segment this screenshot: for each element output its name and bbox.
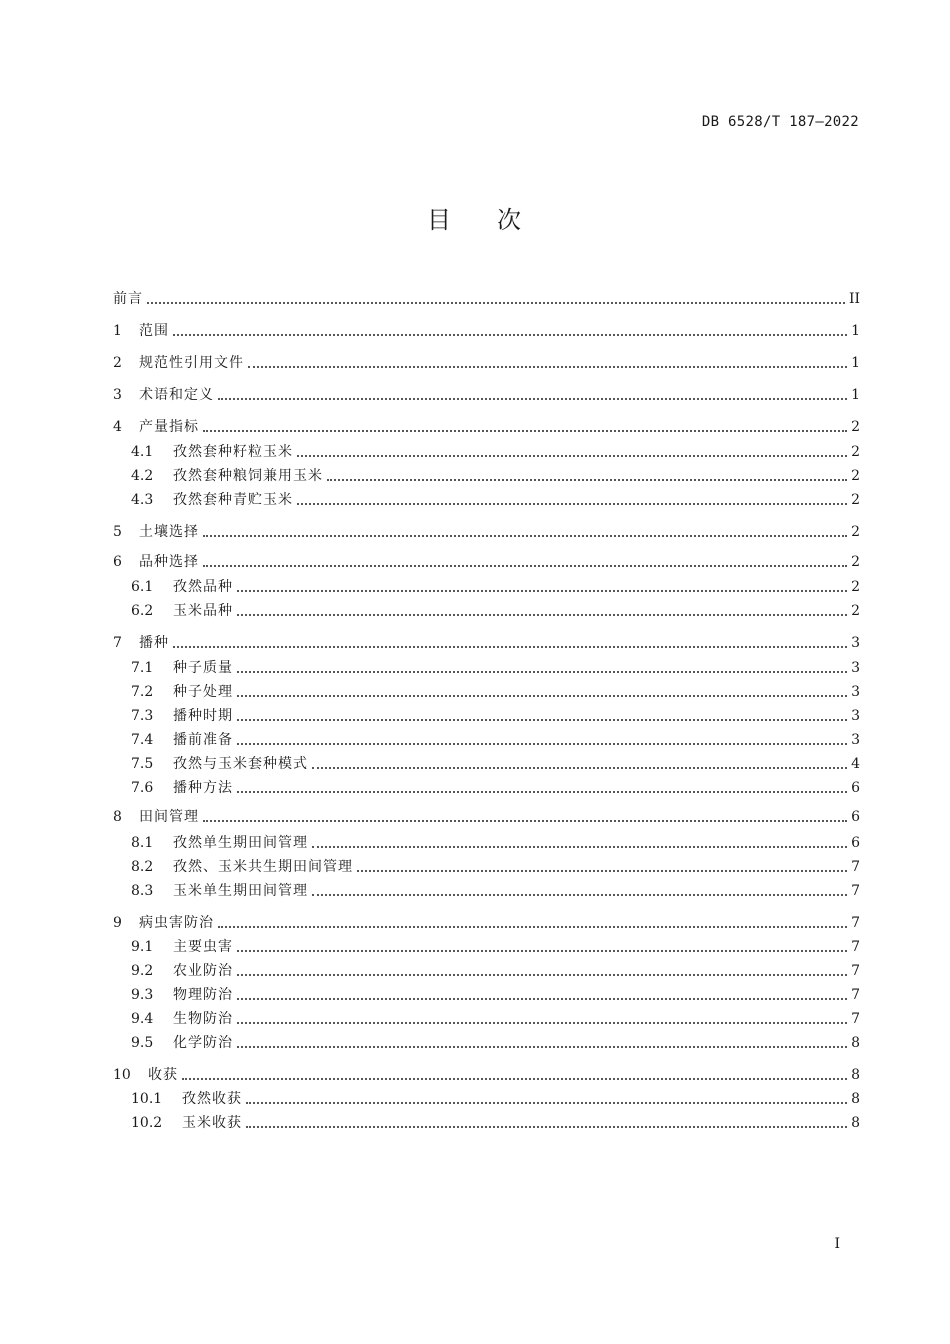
toc-entry-number: 7.3 [131,708,154,724]
toc-entry-label: 孜然套种粮饲兼用玉米 [173,468,323,484]
dot-leader [237,717,847,721]
title-char-1: 目 [427,206,453,234]
toc-subentry[interactable] [131,576,860,598]
toc-entry-label: 播前准备 [173,732,233,748]
dot-leader [248,364,847,368]
toc-entry[interactable] [113,806,860,828]
dot-leader [237,996,847,1000]
toc-entry-label: 病虫害防治 [139,915,214,931]
dot-leader [312,844,847,848]
toc-entry-label: 农业防治 [173,963,233,979]
toc-entry-number: 9.1 [131,939,154,955]
toc-entry-page: 3 [851,732,860,748]
toc-subentry[interactable] [131,1032,860,1054]
toc-subentry[interactable] [131,880,860,902]
toc-entry-label: 玉米品种 [173,603,233,619]
toc-entry[interactable] [113,1064,860,1086]
toc-entry-page: 2 [851,444,860,460]
toc-entry[interactable] [113,352,860,374]
dot-leader [237,948,847,952]
dot-leader [246,1100,847,1104]
toc-entry-number: 8.1 [131,835,154,851]
toc-entry-number: 7.5 [131,756,154,772]
dot-leader [203,428,847,432]
toc-entry-label: 规范性引用文件 [139,355,244,371]
toc-entry-number: 6.1 [131,579,154,595]
document-code: DB 6528/T 187—2022 [701,114,859,130]
toc-entry-page: 6 [851,835,860,851]
toc-entry-label: 播种 [139,635,169,651]
dot-leader [203,818,847,822]
toc-entry-number: 9 [113,915,122,931]
toc-entry-label: 品种选择 [139,554,199,570]
toc-entry-page: 7 [851,915,860,931]
dot-leader [237,669,847,673]
toc-entry-number: 7.4 [131,732,154,748]
dot-leader [237,1044,847,1048]
toc-entry-number: 7.1 [131,660,154,676]
toc-entry-number: 10 [113,1067,131,1083]
toc-entry[interactable] [113,384,860,406]
toc-subentry[interactable] [131,856,860,878]
dot-leader [237,612,847,616]
toc-entry-number: 10.1 [131,1091,163,1107]
toc-entry-page: 1 [851,387,860,403]
dot-leader [203,533,847,537]
toc-entry-label: 播种方法 [173,780,233,796]
toc-entry[interactable] [113,288,860,310]
toc-entry-number: 8 [113,809,122,825]
toc-entry-number: 10.2 [131,1115,163,1131]
dot-leader [237,1020,847,1024]
toc-entry[interactable] [113,632,860,654]
toc-entry-number: 7.6 [131,780,154,796]
toc-entry-label: 玉米收获 [182,1115,242,1131]
toc-subentry[interactable] [131,984,860,1006]
toc-entry-label: 生物防治 [173,1011,233,1027]
toc-entry-page: 2 [851,419,860,435]
title-char-2: 次 [497,206,523,234]
toc-subentry[interactable] [131,1008,860,1030]
toc-entry-number: 7.2 [131,684,154,700]
toc-entry-page: 2 [851,603,860,619]
toc-entry-page: 8 [851,1067,860,1083]
toc-entry-number: 5 [113,524,122,540]
dot-leader [237,789,847,793]
toc-entry-number: 1 [113,323,122,339]
toc-subentry[interactable] [131,705,860,727]
toc-entry-label: 化学防治 [173,1035,233,1051]
toc-subentry[interactable] [131,441,860,463]
toc-entry-page: 8 [851,1091,860,1107]
toc-entry[interactable] [113,320,860,342]
toc-entry-label: 种子质量 [173,660,233,676]
toc-entry[interactable] [113,521,860,543]
dot-leader [297,501,847,505]
page-number: I [834,1236,840,1252]
toc-entry-label: 田间管理 [139,809,199,825]
toc-subentry[interactable] [131,960,860,982]
toc-entry-label: 收获 [148,1067,178,1083]
toc-entry-page: 3 [851,684,860,700]
dot-leader [237,693,847,697]
dot-leader [237,588,847,592]
toc-entry-page: 6 [851,780,860,796]
toc-entry-number: 9.2 [131,963,154,979]
dot-leader [357,868,847,872]
toc-entry-label: 孜然收获 [182,1091,242,1107]
toc-entry-page: 1 [851,323,860,339]
toc-entry-page: 3 [851,660,860,676]
toc-entry-page: 2 [851,468,860,484]
toc-entry-number: 3 [113,387,122,403]
toc-entry-label: 种子处理 [173,684,233,700]
toc-entry-label: 孜然单生期田间管理 [173,835,308,851]
toc-subentry[interactable] [131,832,860,854]
dot-leader [237,741,847,745]
dot-leader [182,1076,847,1080]
toc-entry-page: 2 [851,492,860,508]
toc-entry-label: 孜然、玉米共生期田间管理 [173,859,353,875]
dot-leader [173,644,847,648]
toc-entry-number: 9.4 [131,1011,154,1027]
toc-entry-page: 7 [851,883,860,899]
toc-entry-page: 7 [851,859,860,875]
toc-entry-number: 8.3 [131,883,154,899]
toc-entry-number: 7 [113,635,122,651]
toc-entry-number: 4.2 [131,468,154,484]
toc-subentry[interactable] [131,729,860,751]
page-title [0,200,950,235]
toc-subentry[interactable] [131,489,860,511]
toc-subentry[interactable] [131,936,860,958]
toc-entry-label: 玉米单生期田间管理 [173,883,308,899]
dot-leader [297,453,847,457]
toc-entry-number: 9.3 [131,987,154,1003]
toc-entry-label: 产量指标 [139,419,199,435]
toc-entry-label: 孜然套种籽粒玉米 [173,444,293,460]
toc-entry[interactable] [113,416,860,438]
toc-entry-number: 9.5 [131,1035,154,1051]
toc-entry-label: 土壤选择 [139,524,199,540]
toc-entry-page: 3 [851,708,860,724]
toc-entry-label: 范围 [139,323,169,339]
toc-entry-label: 物理防治 [173,987,233,1003]
toc-entry-page: 3 [851,635,860,651]
toc-entry-label: 播种时期 [173,708,233,724]
toc-subentry[interactable] [131,600,860,622]
toc-entry-page: 8 [851,1035,860,1051]
toc-entry-label: 孜然套种青贮玉米 [173,492,293,508]
toc-entry-page: 2 [851,579,860,595]
toc-entry-number: 2 [113,355,122,371]
toc-entry-label: 孜然品种 [173,579,233,595]
dot-leader [147,300,845,304]
dot-leader [237,972,847,976]
dot-leader [246,1124,847,1128]
dot-leader [218,396,847,400]
dot-leader [312,765,847,769]
toc-entry-page: 1 [851,355,860,371]
toc-subentry[interactable] [131,1112,860,1134]
toc-entry-page: 2 [851,554,860,570]
toc-subentry[interactable] [131,681,860,703]
toc-entry-page: 2 [851,524,860,540]
dot-leader [173,332,847,336]
toc-entry-label: 术语和定义 [139,387,214,403]
dot-leader [203,563,847,567]
toc-entry-number: 6.2 [131,603,154,619]
toc-subentry[interactable] [131,777,860,799]
toc-entry-page: 4 [851,756,860,772]
dot-leader [312,892,847,896]
toc-entry-number: 6 [113,554,122,570]
toc-entry-number: 8.2 [131,859,154,875]
toc-entry-number: 4.3 [131,492,154,508]
toc-entry-number: 4.1 [131,444,154,460]
dot-leader [327,477,847,481]
toc-entry-label: 主要虫害 [173,939,233,955]
toc-subentry[interactable] [131,753,860,775]
toc-entry-page: 7 [851,1011,860,1027]
toc-entry-page: 7 [851,939,860,955]
toc-entry-label: 孜然与玉米套种模式 [173,756,308,772]
toc-entry-page: 8 [851,1115,860,1131]
toc-entry-page: 6 [851,809,860,825]
toc-entry-page: 7 [851,963,860,979]
toc-entry-page: II [848,291,860,307]
toc-entry[interactable] [113,551,860,573]
toc-subentry[interactable] [131,465,860,487]
toc-entry-page: 7 [851,987,860,1003]
dot-leader [218,924,847,928]
toc-entry-label: 前言 [113,291,143,307]
toc-subentry[interactable] [131,1088,860,1110]
toc-subentry[interactable] [131,657,860,679]
toc-entry[interactable] [113,912,860,934]
toc-entry-number: 4 [113,419,122,435]
